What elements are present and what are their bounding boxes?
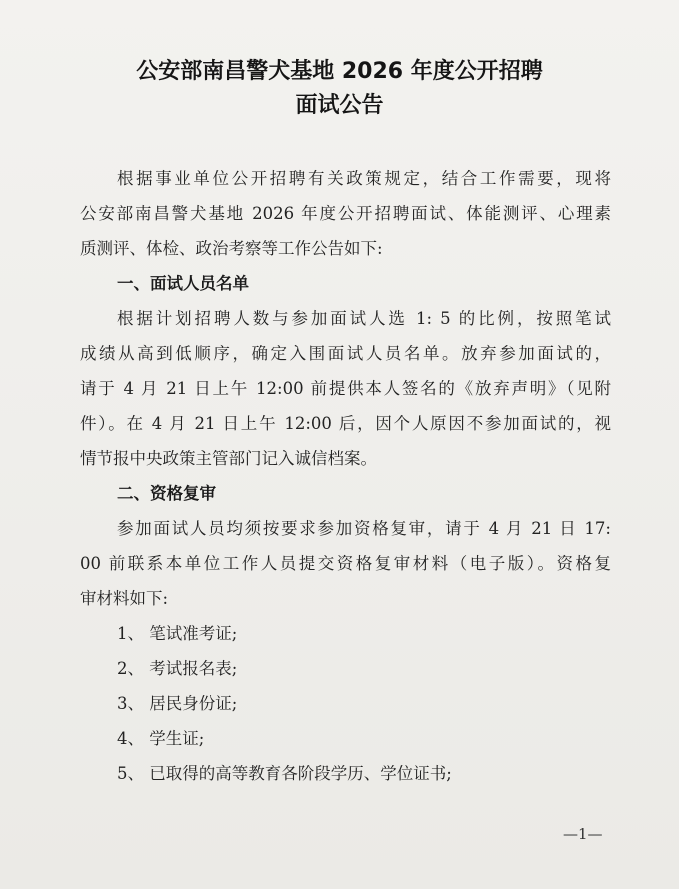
section-1-heading: 一、面试人员名单 <box>117 274 249 293</box>
section-1-line-2: 成绩从高到低顺序，确定入围面试人员名单。放弃参加面试的， <box>80 344 611 363</box>
page-number: —1— <box>563 825 603 843</box>
document-title-line-2: 面试公告 <box>295 93 384 118</box>
intro-line-3: 质测评、体检、政治考察等工作公告如下: <box>80 239 383 258</box>
section-1-line-5: 情节报中央政策主管部门记入诚信档案。 <box>80 449 377 468</box>
section-2-heading: 二、资格复审 <box>117 484 216 503</box>
document-title-line-1: 公安部南昌警犬基地 2026 年度公开招聘 <box>136 59 543 84</box>
list-item: 1、 笔试准考证; <box>117 624 238 643</box>
list-item: 4、 学生证; <box>117 729 205 748</box>
section-1-line-1: 根据计划招聘人数与参加面试人选 1: 5 的比例，按照笔试 <box>117 309 611 328</box>
list-item: 2、 考试报名表; <box>117 659 238 678</box>
intro-line-2: 公安部南昌警犬基地 2026 年度公开招聘面试、体能测评、心理素 <box>80 204 611 223</box>
section-1-line-3: 请于 4 月 21 日上午 12:00 前提供本人签名的《放弃声明》（见附 <box>80 379 611 398</box>
section-2-line-1: 参加面试人员均须按要求参加资格复审，请于 4 月 21 日 17: <box>117 519 611 538</box>
intro-line-1: 根据事业单位公开招聘有关政策规定，结合工作需要，现将 <box>117 169 611 188</box>
list-item: 3、 居民身份证; <box>117 694 238 713</box>
section-2-line-2: 00 前联系本单位工作人员提交资格复审材料（电子版）。资格复 <box>80 554 611 573</box>
list-item: 5、 已取得的高等教育各阶段学历、学位证书; <box>117 764 452 783</box>
section-2-line-3: 审材料如下: <box>80 589 169 608</box>
section-1-line-4: 件）。在 4 月 21 日上午 12:00 后，因个人原因不参加面试的，视 <box>80 414 611 433</box>
